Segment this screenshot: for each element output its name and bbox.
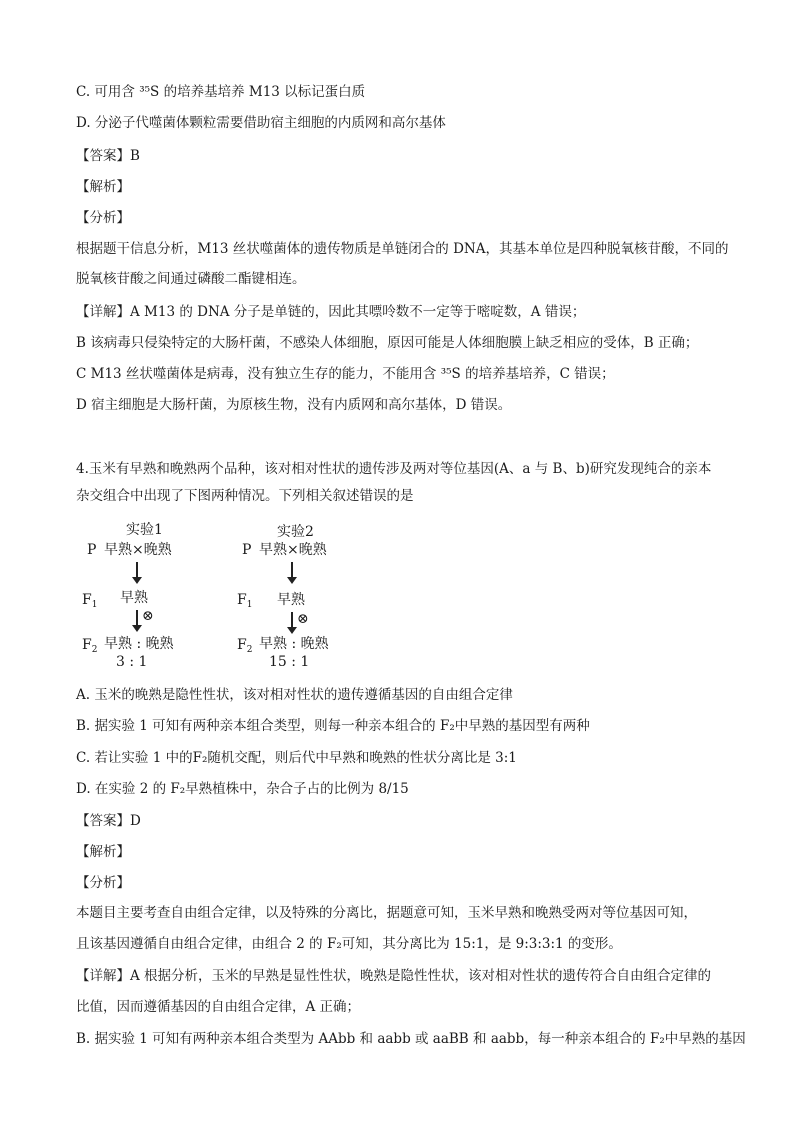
question-4-line2: 杂交组合中出现了下图两种情况。下列相关叙述错误的是 [76,488,414,504]
option-c-top: C. 可用含 ³⁵S 的培养基培养 M13 以标记蛋白质 [76,84,366,100]
option-d-top: D. 分泌子代噬菌体颗粒需要借助宿主细胞的内质网和高尔基体 [76,115,446,131]
question-4-line1: 4.玉米有早熟和晚熟两个品种，该对相对性状的遗传涉及两对等位基因(A、a 与 B、b)研究发现纯合的亲本 [76,461,712,477]
detail-a-line1: 【详解】A 根据分析，玉米的早熟是显性性状，晚熟是隐性性状，该对相对性状的遗传符合自由组合定律的 [76,968,712,984]
exp1-p-label: P [87,542,97,558]
option-d: D. 在实验 2 的 F₂早熟植株中，杂合子占的比例为 8/15 [76,781,409,797]
option-b: B. 据实验 1 可知有两种亲本组合类型，则每一种亲本组合的 F₂中早熟的基因型有两种 [76,718,590,734]
analysis-sub-label-top: 【分析】 [76,210,130,226]
answer-label: 【答案】D [76,813,141,829]
exp2-f1-text: 早熟 [277,592,305,608]
exp1-f1-text: 早熟 [120,590,148,606]
exp1-p-cross: 早熟×晚熟 [104,542,172,558]
exp1-self-symbol: ⊗ [142,608,154,624]
exp1-f1-label: $F_1$ [82,592,98,610]
option-a: A. 玉米的晚熟是隐性性状，该对相对性状的遗传遵循基因的自由组合定律 [76,687,513,703]
exp1-arrow-1 [136,562,138,578]
exp2-f1-label: $F_1$ [237,592,253,610]
detail-c: C M13 丝状噬菌体是病毒，没有独立生存的能力，不能用含 ³⁵S 的培养基培养，C 错误； [76,366,615,382]
exp1-arrow-2 [136,610,138,626]
exp2-self-symbol: ⊗ [297,611,309,627]
detail-b-line1: B. 据实验 1 可知有两种亲本组合类型为 AAbb 和 aabb 或 aaBB 和 aabb，每一种亲本组合的 F₂中早熟的基因 [76,1031,746,1047]
analysis-text-2: 且该基因遵循自由组合定律，由组合 2 的 F₂可知，其分离比为 15:1，是 9:3:3:1 的变形。 [76,936,622,952]
analysis-label: 【解析】 [76,844,130,860]
genetics-cross-diagram [76,520,376,675]
exp2-arrow-2 [291,612,293,628]
answer-label-top: 【答案】B [76,148,140,164]
exp2-ratio: 15 : 1 [269,654,310,670]
analysis-text-line1: 根据题干信息分析，M13 丝状噬菌体的遗传物质是单链闭合的 DNA，其基本单位是四种脱氧核苷酸，不同的 [76,241,729,257]
analysis-text-line2: 脱氧核苷酸之间通过磷酸二酯键相连。 [76,271,306,287]
exp2-p-cross: 早熟×晚熟 [259,542,327,558]
detail-b: B 该病毒只侵染特定的大肠杆菌，不感染人体细胞，原因可能是人体细胞膜上缺乏相应的受体，B 正确； [76,335,699,351]
exp1-title: 实验1 [126,522,163,538]
exp1-f2-label: $F_2$ [82,637,98,655]
analysis-label-top: 【解析】 [76,179,130,195]
exp2-p-label: P [242,542,252,558]
analysis-sub-label: 【分析】 [76,875,130,891]
detail-d: D 宿主细胞是大肠杆菌，为原核生物，没有内质网和高尔基体，D 错误。 [76,397,512,413]
exp2-title: 实验2 [277,524,314,540]
detail-a: 【详解】A M13 的 DNA 分子是单链的，因此其嘌呤数不一定等于嘧啶数，A 错误； [76,304,586,320]
exp2-arrow-1 [291,562,293,578]
exp1-ratio: 3 : 1 [116,654,148,670]
exp2-f2-text: 早熟 : 晚熟 [259,636,329,652]
exp1-f2-text: 早熟 : 晚熟 [104,636,174,652]
detail-a-line2: 比值，因而遵循基因的自由组合定律，A 正确； [76,999,361,1015]
exp2-f2-label: $F_2$ [237,637,253,655]
option-c: C. 若让实验 1 中的F₂随机交配，则后代中早熟和晚熟的性状分离比是 3:1 [76,750,517,766]
analysis-text-1: 本题目主要考查自由组合定律，以及特殊的分离比，据题意可知，玉米早熟和晚熟受两对等位基因可知， [76,905,697,921]
